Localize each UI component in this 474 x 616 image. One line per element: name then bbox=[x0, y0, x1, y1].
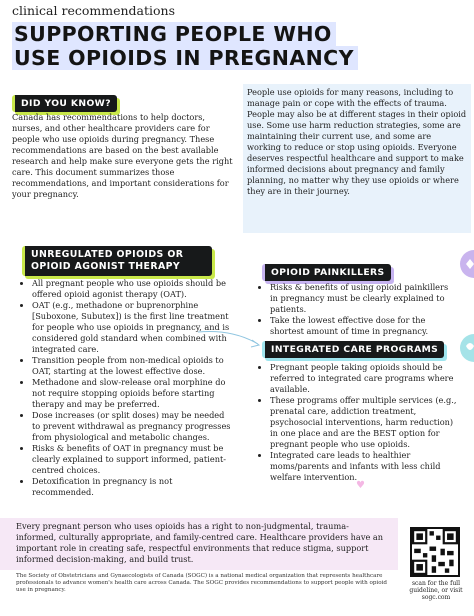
purple-decor-icon bbox=[456, 250, 474, 278]
unregulated-heading-line-1: UNREGULATED OPIOIDS OR bbox=[31, 249, 184, 260]
list-item: • Risks & benefits of using opioid painkillers in pregnancy must be clearly explained to patients. bbox=[270, 282, 454, 315]
qr-code-icon[interactable] bbox=[410, 527, 460, 577]
list-item: • These programs offer multiple services (e.g., prenatal care, addiction treatment, psychosocial interventions, harm reduction) in one place and are the BEST option for pregnant people who use opioids. bbox=[270, 395, 458, 450]
list-item: • Dose increases (or split doses) may be needed to prevent withdrawal as pregnancy progresses from physiological and metabolic changes. bbox=[32, 410, 232, 443]
integrated-heading-wrap bbox=[262, 337, 444, 358]
unregulated-list bbox=[20, 278, 232, 498]
unregulated-heading-wrap bbox=[22, 246, 212, 276]
list-item: • Pregnant people taking opioids should be referred to integrated care programs where available. bbox=[270, 362, 458, 395]
did-you-know-paragraph: Canada has recommendations to help doctors, nurses, and other healthcare providers care for people who use opioids during pregnancy. These recommendations are based on the best available research and help make sure everyone gets the right care. This document summarizes those recommendations, and important considerations for your pregnancy. bbox=[12, 112, 233, 199]
list-item: • OAT (e.g., methadone or buprenorphine [Suboxone, Subutex]) is the first line treatment for people who use opioids in pregnancy, and is considered gold standard when combined with integrated care. bbox=[32, 300, 232, 355]
list-item: • Detoxification in pregnancy is not recommended. bbox=[32, 476, 232, 498]
painkillers-heading-wrap bbox=[262, 260, 391, 281]
list-item: • Methadone and slow-release oral morphine do not require stopping opioids before starting therapy and may be preferred. bbox=[32, 377, 232, 410]
integrated-list-wrap bbox=[258, 362, 458, 483]
closing-statement: Every pregnant person who uses opioids has a right to non-judgmental, trauma-informed, culturally appropriate, and family-centred care. Healthcare providers have an important role in creating safe, respectful environments that reduce stigma, support informed decision-making, and build trust. bbox=[0, 518, 398, 570]
painkillers-heading: OPIOID PAINKILLERS bbox=[262, 264, 391, 281]
integrated-heading: INTEGRATED CARE PROGRAMS bbox=[262, 341, 444, 358]
heart-icon: ♥ bbox=[356, 480, 365, 491]
did-you-know-heading-wrap bbox=[12, 91, 117, 112]
unregulated-heading bbox=[22, 246, 212, 276]
list-item: • Integrated care leads to healthier moms/parents and infants with less child welfare intervention. bbox=[270, 450, 458, 483]
unregulated-heading-line-2: OPIOID AGONIST THERAPY bbox=[31, 261, 181, 272]
integrated-list bbox=[258, 362, 458, 483]
teal-decor-icon bbox=[456, 334, 474, 362]
connector-arrow-icon bbox=[196, 326, 266, 352]
title-line-1: SUPPORTING PEOPLE WHO bbox=[12, 22, 336, 46]
title-line-2: USE OPIOIDS IN PREGNANCY bbox=[12, 46, 358, 70]
list-item: • Transition people from non-medical opioids to OAT, starting at the lowest effective dose. bbox=[32, 355, 232, 377]
painkillers-list-wrap bbox=[258, 282, 454, 337]
painkillers-list bbox=[258, 282, 454, 337]
footer-text: The Society of Obstetricians and Gynaecologists of Canada (SOGC) is a national medical organization that represents healthcare professionals to advance women's health care across Canada. The SOGC provides recommendations to support people with opioid use in pregnancy. bbox=[16, 573, 387, 593]
did-you-know-heading: DID YOU KNOW? bbox=[12, 95, 117, 112]
context-box: People use opioids for many reasons, including to manage pain or cope with the effects of trauma. People may also be at different stages in their opioid use. Some use harm reduction strategies, some are maintaining their current use, and some are working to reduce or stop using opioids. Everyone deserves respectful healthcare and support to make informed decisions about pregnancy and family planning, no matter why they use opioids or where they are in their journey. bbox=[243, 84, 471, 233]
list-item: • Take the lowest effective dose for the shortest amount of time in pregnancy. bbox=[270, 315, 454, 337]
list-item: • All pregnant people who use opioids should be offered opioid agonist therapy (OAT). bbox=[32, 278, 232, 300]
section-eyebrow: clinical recommendations bbox=[12, 3, 175, 18]
qr-caption: scan for the full guideline, or visit sogc.com bbox=[409, 580, 463, 602]
unregulated-list-wrap bbox=[20, 278, 232, 498]
page-title bbox=[12, 22, 358, 70]
list-item: • Risks & benefits of OAT in pregnancy must be clearly explained to support informed, patient-centred choices. bbox=[32, 443, 232, 476]
